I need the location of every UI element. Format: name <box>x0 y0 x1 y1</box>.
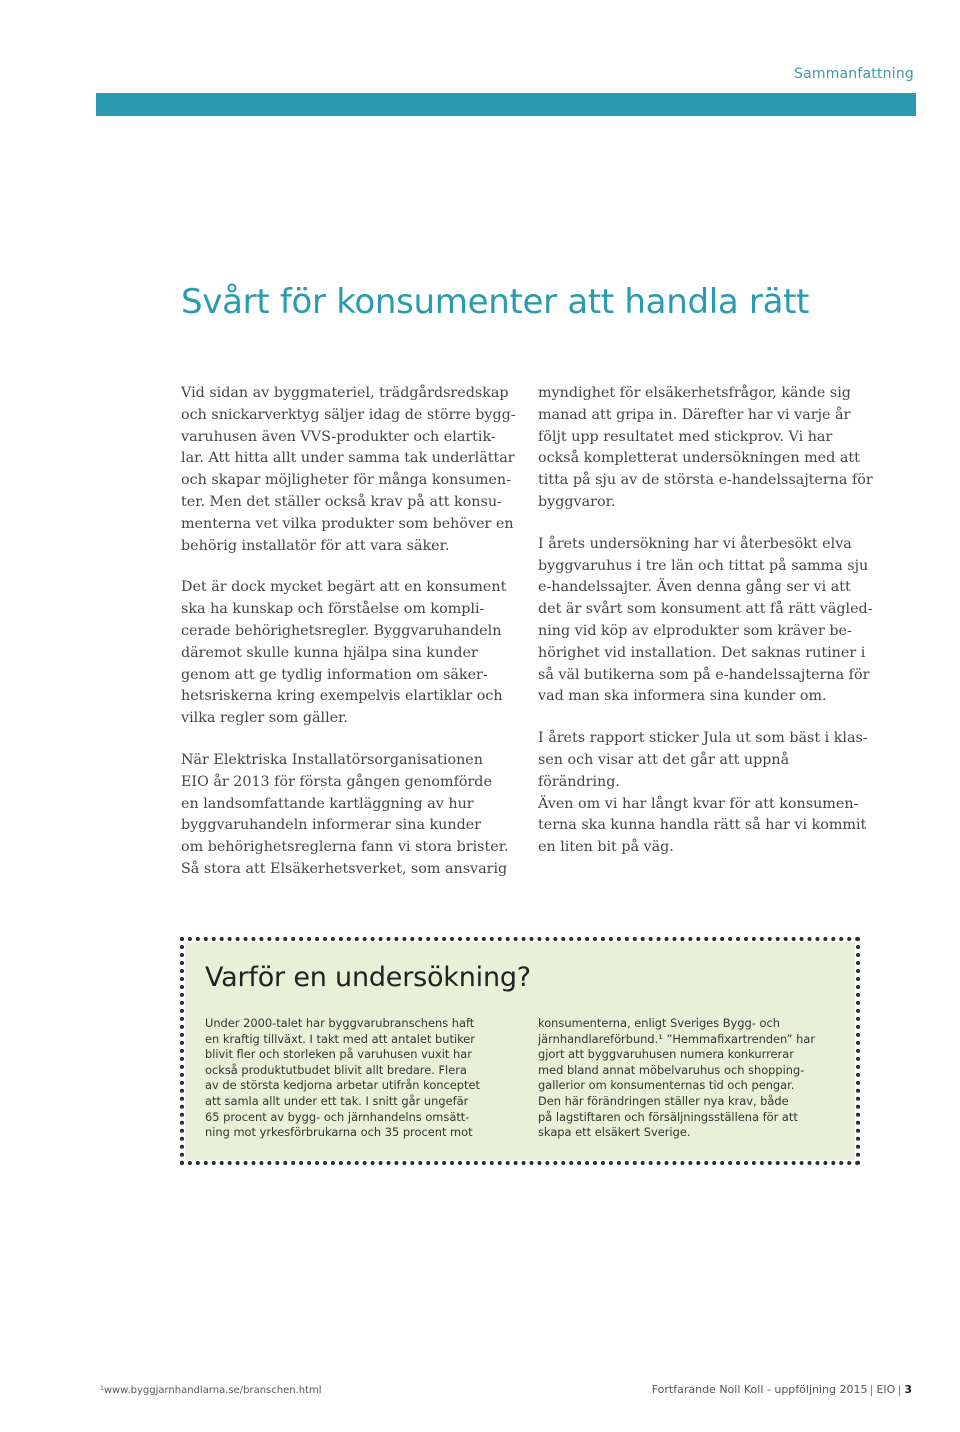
paragraph: I årets rapport sticker Jula ut som bäst i klas- sen och visar att det går att uppnå förändring. Även om vi har långt kvar för att konsumen- terna ska kunna handla rätt så har vi kommit en liten bit på väg. <box>538 730 868 856</box>
paragraph: Vid sidan av byggmateriel, trädgårdsredskap och snickarverktyg säljer idag de större bygg- varuhusen även VVS-produkter och elartik- lar. Att hitta allt under samma tak underlättar och skapar möjligheter för många konsumen- ter. Men det ställer också krav på att konsu- menterna vet vilka produkter som behöver en behörig installatör för att vara säker. <box>181 385 516 554</box>
info-box-text-right: konsumenterna, enligt Sveriges Bygg- och järnhandlareförbund.¹ ”Hemmafixartrenden” har gjort att byggvaruhusen numera konkurrerar med bland annat möbelvaruhus och shopping- gallerior om konsumenternas tid och pengar. Den här förändringen ställer nya krav, både på lagstiftaren och försäljningsställena för att skapa ett elsäkert Sverige. <box>538 1016 816 1140</box>
footer-org: EIO <box>876 1383 896 1396</box>
left-column <box>181 383 517 901</box>
info-box-title: Varför en undersökning? <box>205 962 531 993</box>
footnote-mark: 1 <box>100 1385 104 1392</box>
right-column <box>538 383 874 879</box>
info-box-text-left: Under 2000-talet har byggvarubranschens haft en kraftig tillväxt. I takt med att antalet butiker blivit fler och storleken på varuhusen vuxit har också produktutbudet blivit allt bredare. Flera av de största kedjorna arbetar utifrån konceptet att samla allt under ett tak. I snitt går ungefär 65 procent av bygg- och järnhandelns omsätt- ning mot yrkesförbrukarna och 35 procent mot <box>205 1016 480 1140</box>
footnote <box>100 1385 322 1396</box>
page-number: 3 <box>904 1383 912 1396</box>
header-color-bar <box>96 93 916 116</box>
footnote-link[interactable]: www.byggjarnhandlarna.se/branschen.html <box>103 1385 322 1396</box>
footer-separator <box>871 1385 872 1396</box>
section-label: Sammanfattning <box>793 66 914 82</box>
paragraph: I årets undersökning har vi återbesökt elva byggvaruhus i tre län och tittat på samma sju e-handelssajter. Även denna gång ser vi att det är svårt som konsument att få rätt vägled- ning vid köp av elprodukter som kräver be- hörighet vid installation. Det saknas rutiner i så väl butikerna som på e-handelssajterna för vad man ska informera sina kunder om. <box>538 535 873 705</box>
paragraph: När Elektriska Installatörsorganisationen EIO år 2013 för första gången genomförde en landsomfattande kartläggning av hur byggvaruhandeln informerar sina kunder om behörighetsreglerna fann vi stora brister. Så stora att Elsäkerhetsverket, som ansvarig <box>181 751 509 877</box>
footer-publication: Fortfarande Noll Koll - uppföljning 2015 <box>651 1383 868 1396</box>
page-title: Svårt för konsumenter att handla rätt <box>181 282 810 322</box>
paragraph: myndighet för elsäkerhetsfrågor, kände sig manad att gripa in. Därefter har vi varje år följt upp resultatet med stickprov. Vi har också kompletterat undersökningen med att titta på sju av de största e-handelssajterna för byggvaror. <box>538 385 873 510</box>
footer-separator <box>899 1385 900 1396</box>
page-footer <box>652 1383 912 1396</box>
paragraph: Det är dock mycket begärt att en konsument ska ha kunskap och förståelse om kompli- cerade behörighetsregler. Byggvaruhandeln däremot skulle kunna hjälpa sina kunder genom att ge tydlig information om säker- hetsriskerna kring exempelvis elartiklar och vilka regler som gäller. <box>181 579 507 727</box>
